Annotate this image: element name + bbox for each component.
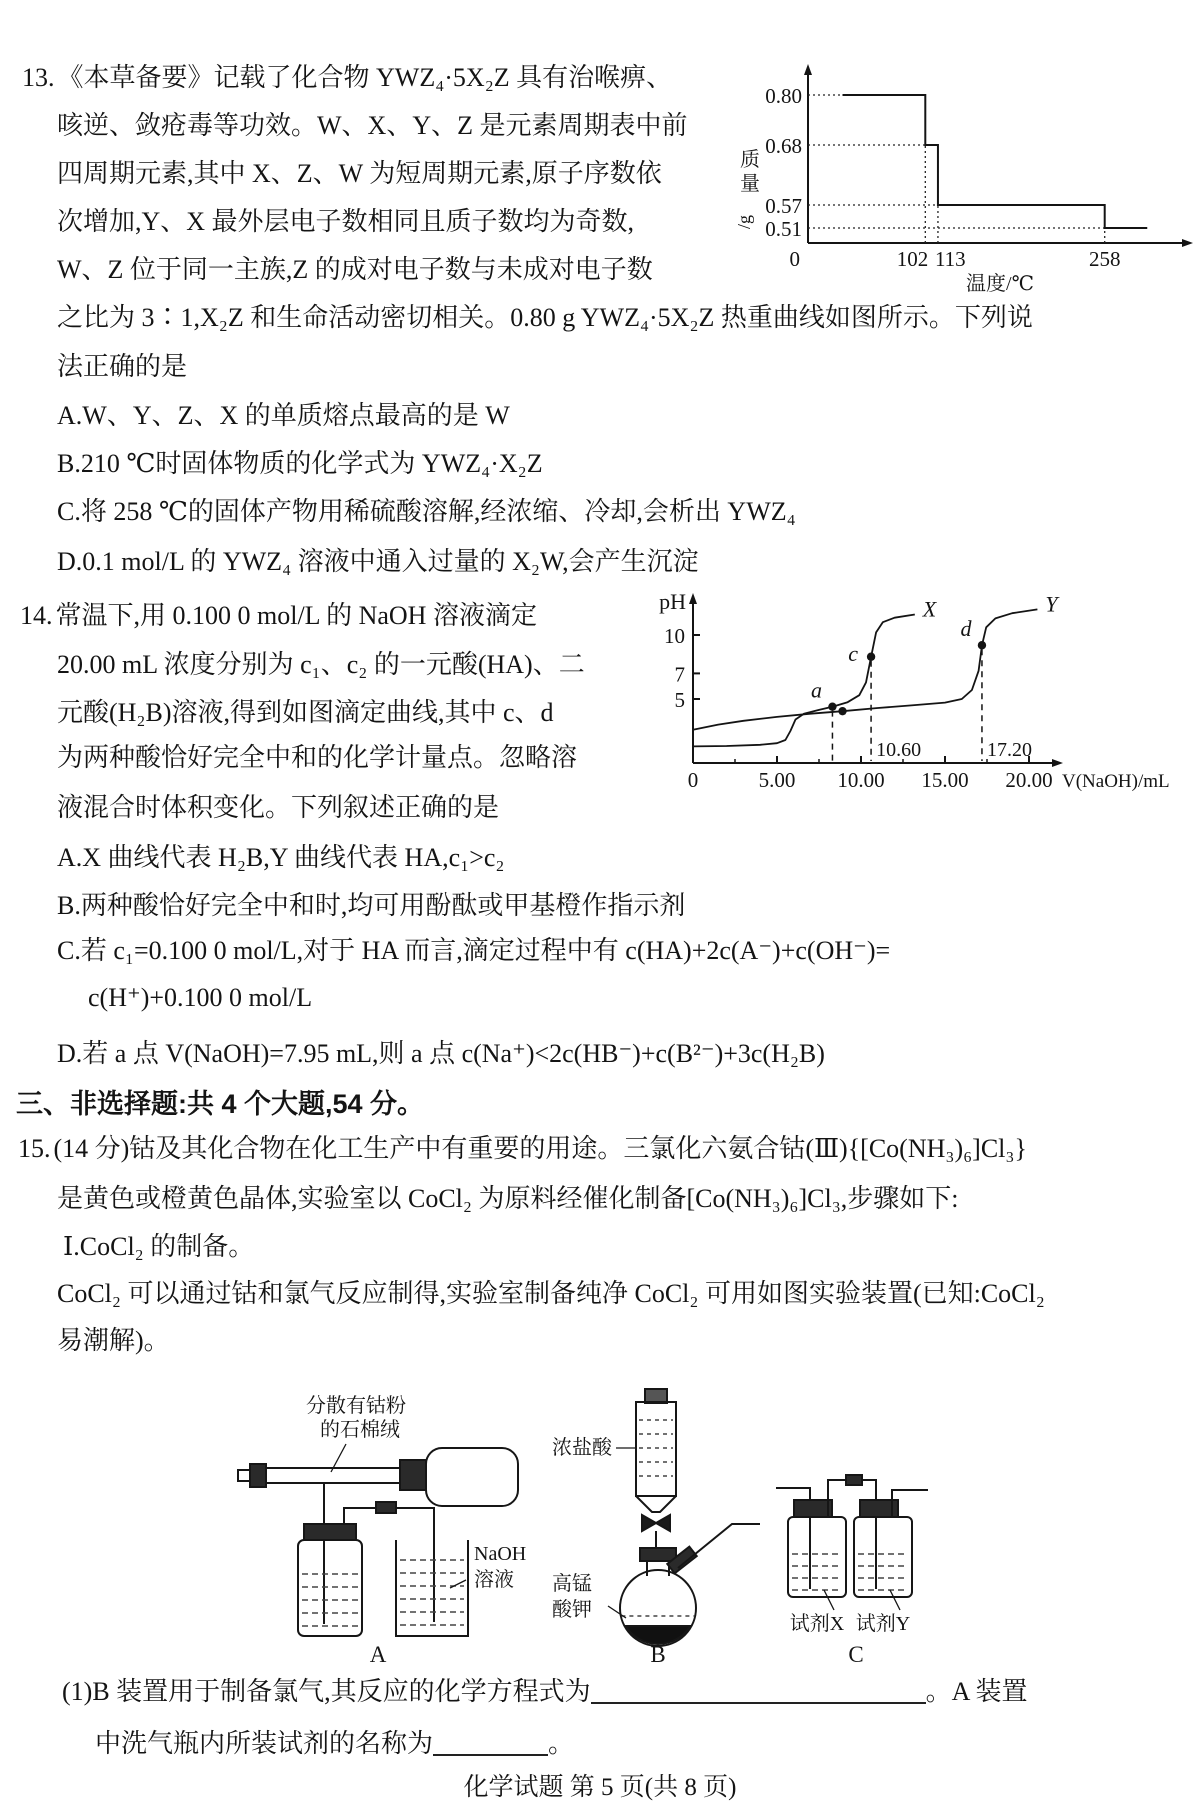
q14-line-3: 元酸(H₂B)溶液,得到如图滴定曲线,其中 c、d [57, 698, 554, 727]
page-footer: 化学试题 第 5 页(共 8 页) [463, 1774, 737, 1801]
wash-bottle-y [854, 1517, 912, 1597]
svg-text:0: 0 [687, 768, 699, 792]
q15-sub1-text-2: 。A 装置 [925, 1677, 1028, 1706]
naoh-label-1: NaOH [474, 1543, 527, 1565]
q15-sub1-line-1 [62, 1672, 1028, 1710]
q15-sub1-text-4: 。 [548, 1729, 575, 1758]
apparatus-figure-svg [228, 1384, 1078, 1669]
setup-c-label: C [848, 1642, 864, 1667]
q13-line-6: 之比为 3∶1,X₂Z 和生命活动密切相关。0.80 g YWZ₄·5X₂Z 热重曲线如图所示。下列说 [57, 303, 1033, 332]
svg-text:Y: Y [1045, 591, 1058, 617]
q15-number: 15. [18, 1134, 51, 1163]
q14-line-4: 为两种酸恰好完全中和的化学计量点。忽略溶 [57, 743, 578, 772]
q13-line-1 [22, 60, 672, 96]
q13-line-5: W、Z 位于同一主族,Z 的成对电子数与未成对电子数 [57, 255, 653, 284]
q15-line-3: Ⅰ.CoCl₂ 的制备。 [63, 1232, 255, 1261]
q15-line-2: 是黄色或橙黄色晶体,实验室以 CoCl₂ 为原料经催化制备[Co(NH₃)₆]Cl₃,步骤如下: [57, 1184, 959, 1213]
svg-text:0.68: 0.68 [765, 134, 802, 158]
q14-option-c-cont: c(H⁺)+0.100 0 mol/L [88, 983, 313, 1012]
kmno4-label-2: 酸钾 [552, 1599, 592, 1621]
svg-text:0.57: 0.57 [765, 194, 802, 218]
q14-option-b: B.两种酸恰好完全中和时,均可用酚酞或甲基橙作指示剂 [57, 891, 686, 920]
q15-sub1-text: (1)B 装置用于制备氯气,其反应的化学方程式为 [62, 1677, 591, 1706]
svg-text:pH: pH [659, 589, 686, 614]
wash-bottle-x [788, 1517, 846, 1597]
answer-blank-equation [591, 1672, 926, 1704]
svg-text:5.00: 5.00 [758, 768, 796, 792]
apparatus-b [620, 1389, 760, 1646]
kmno4-label-1: 高锰 [552, 1573, 592, 1595]
q13-line-4: 次增加,Y、X 最外层电子数相同且质子数均为奇数, [57, 207, 635, 236]
q14-option-a: A.X 曲线代表 H₂B,Y 曲线代表 HA,c₁>c₂ [57, 843, 505, 872]
q15-sub1-line-2 [95, 1724, 574, 1762]
svg-text:质: 质 [740, 149, 760, 171]
q15-line-5: 易潮解)。 [57, 1326, 170, 1355]
q13-option-d: D.0.1 mol/L 的 YWZ₄ 溶液中通入过量的 X₂W,会产生沉淀 [57, 547, 699, 576]
titration-chart [630, 505, 1200, 797]
svg-text:a: a [810, 677, 822, 703]
q14-text: 常温下,用 0.100 0 mol/L 的 NaOH 溶液滴定 [55, 601, 537, 630]
svg-text:c: c [848, 640, 858, 666]
svg-text:258: 258 [1088, 247, 1121, 271]
apparatus-figure [228, 1384, 1078, 1674]
svg-text:102: 102 [896, 247, 929, 271]
svg-text:0.51: 0.51 [765, 217, 802, 241]
liquid-marks-b [621, 1420, 694, 1616]
titration-chart-svg [630, 505, 1200, 797]
q13-line-7: 法正确的是 [57, 352, 188, 381]
setup-a-label: A [369, 1642, 387, 1667]
svg-text:/g: /g [734, 214, 754, 230]
reagent-x-label: 试剂X [789, 1613, 845, 1635]
q13-number: 13. [22, 63, 55, 92]
q14-number: 14. [20, 601, 53, 630]
svg-text:d: d [960, 616, 972, 642]
gas-washing-bottle-a [298, 1540, 362, 1636]
svg-text:10.00: 10.00 [837, 768, 885, 792]
q13-line-3: 四周期元素,其中 X、Z、W 为短周期元素,原子序数依 [57, 159, 662, 188]
naoh-beaker [396, 1540, 468, 1636]
q15-sub1-text-3: 中洗气瓶内所装试剂的名称为 [95, 1729, 434, 1758]
setup-b-label: B [650, 1642, 666, 1667]
svg-text:X: X [922, 596, 937, 622]
naoh-label-2: 溶液 [474, 1569, 514, 1591]
svg-text:10.60: 10.60 [876, 739, 922, 761]
pointer-lines-b [608, 1448, 636, 1618]
answer-blank-reagent [433, 1724, 548, 1756]
pointer-lines-a [331, 1444, 466, 1588]
apparatus-a [238, 1448, 518, 1636]
q15-line-4: CoCl₂ 可以通过钴和氯气反应制得,实验室制备纯净 CoCl₂ 可用如图实验装置(已知:CoCl₂ [57, 1279, 1045, 1308]
combustion-tube [266, 1468, 400, 1483]
asbestos-cobalt-label-2: 的石棉绒 [320, 1419, 400, 1441]
hcl-label: 浓盐酸 [552, 1437, 612, 1459]
q14-line-5: 液混合时体积变化。下列叙述正确的是 [57, 793, 500, 822]
q14-line-2: 20.00 mL 浓度分别为 c₁、c₂ 的一元酸(HA)、二 [57, 650, 585, 679]
svg-text:15.00: 15.00 [921, 768, 969, 792]
svg-text:0: 0 [789, 247, 800, 271]
q14-line-1 [20, 598, 537, 634]
svg-text:温度/℃: 温度/℃ [966, 273, 1034, 293]
reagent-y-label: 试剂Y [855, 1613, 911, 1635]
section3-title: 三、非选择题:共 4 个大题,54 分。 [16, 1089, 425, 1119]
svg-text:V(NaOH)/mL: V(NaOH)/mL [1062, 771, 1170, 792]
q13-option-c: C.将 258 ℃的固体产物用稀硫酸溶解,经浓缩、冷却,会析出 YWZ₄ [57, 497, 796, 526]
q15-text: (14 分)钴及其化合物在化工生产中有重要的用途。三氯化六氨合钴(Ⅲ){[Co(NH₃)₆]Cl₃} [53, 1134, 1027, 1163]
q13-option-b: B.210 ℃时固体物质的化学式为 YWZ₄·X₂Z [57, 449, 543, 478]
collection-bottle [426, 1448, 518, 1506]
thermogravimetric-chart-svg [700, 58, 1200, 293]
q14-option-d: D.若 a 点 V(NaOH)=7.95 mL,则 a 点 c(Na⁺)<2c(HB⁻)+c(B²⁻)+3c(H₂B) [57, 1039, 825, 1068]
asbestos-cobalt-label-1: 分散有钴粉 [306, 1395, 406, 1417]
apparatus-c [776, 1475, 928, 1597]
svg-text:113: 113 [934, 247, 966, 271]
liquid-marks-a [302, 1560, 464, 1626]
svg-text:0.80: 0.80 [765, 84, 802, 108]
svg-text:量: 量 [740, 173, 760, 195]
q13-text: 《本草备要》记载了化合物 YWZ₄·5X₂Z 具有治喉痹、 [57, 63, 673, 92]
pointer-lines-c [824, 1590, 900, 1610]
q14-option-c: C.若 c₁=0.100 0 mol/L,对于 HA 而言,滴定过程中有 c(HA)+2c(A⁻)+c(OH⁻)= [57, 936, 891, 965]
q13-line-2: 咳逆、敛疮毒等功效。W、X、Y、Z 是元素周期表中前 [57, 111, 688, 140]
q13-option-a: A.W、Y、Z、X 的单质熔点最高的是 W [57, 401, 510, 430]
svg-text:10: 10 [664, 624, 685, 648]
q15-line-1 [18, 1131, 1027, 1167]
dropping-funnel [636, 1402, 676, 1496]
svg-text:17.20: 17.20 [986, 739, 1032, 761]
thermogravimetric-chart [700, 58, 1200, 293]
svg-text:7: 7 [674, 662, 685, 687]
svg-text:20.00: 20.00 [1005, 768, 1053, 792]
svg-text:5: 5 [674, 688, 685, 712]
